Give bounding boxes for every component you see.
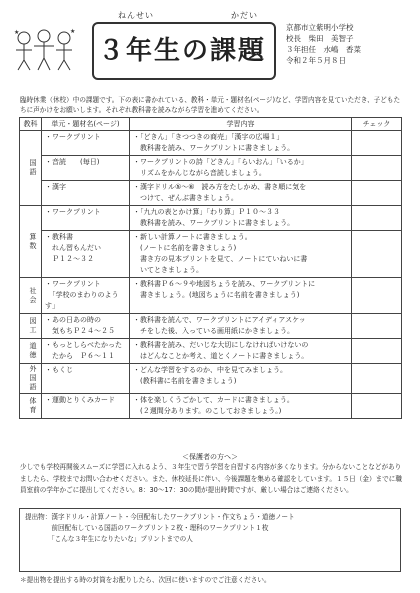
submission-line-1: 提出物：漢字ドリル・計算ノート・今回配布したワークプリント・作文ちょう・道徳ノート xyxy=(25,513,295,521)
subject-cell: 道徳 xyxy=(20,339,42,364)
unit-cell: ・漢字 xyxy=(42,181,130,206)
header-content: 学習内容 xyxy=(130,118,352,131)
table-row xyxy=(20,206,402,231)
school-name: 京都市立紫明小学校 xyxy=(286,23,354,32)
header-subject: 教科 xyxy=(20,118,42,131)
unit-cell: ・教科書 れん習もんだい Ｐ１２〜３２ xyxy=(42,231,130,278)
subject-cell: 図工 xyxy=(20,314,42,339)
table-row xyxy=(20,339,402,364)
content-cell: ・「どきん」「きつつきの商売」「漢字の広場１」 教科書を読み、ワークプリントに書きましょう。 xyxy=(130,131,352,156)
intro-text: 臨時休業（休校）中の課題です。下の表に書かれている、教科・単元・題材名(ページ)など、学習内容を見ていただき、子どもたちに声かけをお願いします。それぞれ教科書を読みながら学習を進めてください。 xyxy=(20,96,401,114)
content-cell: ・漢字ドリル⑤〜⑥ 読み方をたしかめ、書き順に気を つけて、ぜんぶ書きましょう。 xyxy=(130,181,352,206)
table-row xyxy=(20,131,402,156)
school-info xyxy=(286,22,361,66)
header-unit: 単元・題材名(ページ) xyxy=(42,118,130,131)
unit-cell: ・ワークプリント xyxy=(42,206,130,231)
unit-cell: ・音読 (毎日) xyxy=(42,156,130,181)
content-cell: ・教科書を読んで、ワークプリントにアイディアスケッ チをした後、入っている画用紙にかきましょう。 xyxy=(130,314,352,339)
check-cell[interactable] xyxy=(352,131,402,156)
subject-cell: 算数 xyxy=(20,206,42,278)
subject-cell: 社会 xyxy=(20,278,42,314)
unit-cell: ・もくじ xyxy=(42,364,130,394)
unit-cell: ・もっとしらべたかった たから Ｐ６〜１１ xyxy=(42,339,130,364)
header-check: チェック xyxy=(352,118,402,131)
content-cell: ・「九九の表とかけ算」「わり算」Ｐ１０〜３３ 教科書を読み、ワークプリントに書きましょう。 xyxy=(130,206,352,231)
children-illustration xyxy=(12,26,78,74)
content-cell: ・新しい計算ノートに書きましょう。 (ノートに名前を書きましょう) 書き方の見本プリントを見て、ノートにていねいに書 いてときましょう。 xyxy=(130,231,352,278)
table-row xyxy=(20,394,402,419)
table-row xyxy=(20,278,402,314)
subject-cell: 外国語 xyxy=(20,364,42,394)
subject-cell: 国語 xyxy=(20,131,42,206)
guardian-text: 少しでも学校再開後スムーズに学習に入れるよう、３年生で習う学習を自習する内容が多くなります。分からないことなどがありましたら、学校までお問い合わせください。また、休校延長に伴い、今後課題を集める確認をしています。１５日（金）までに職員室前の学年かごに提出してください。8：30〜17：30の間が提出時間ですが、厳しい場合はご連絡ください。 xyxy=(20,463,402,494)
svg-text:★: ★ xyxy=(70,28,76,35)
table-row xyxy=(20,314,402,339)
submission-line-2: 前回配布している国語のワークプリント２枚・理科のワークプリント１枚 xyxy=(25,524,269,532)
check-cell[interactable] xyxy=(352,231,402,278)
content-cell: ・ワークプリントの詩「どきん」「らいおん」「いるか」 リズムをかんじながら音読しましょう。 xyxy=(130,156,352,181)
content-cell: ・教科書を読み、だいじな大切にしなければいけないの はどんなことか考え、道とくノートに書きましょう。 xyxy=(130,339,352,364)
content-cell: ・体を楽しくうごかして、カードに書きましょう。 (２週間分あります。のこしておきましょう。) xyxy=(130,394,352,419)
title-ruby: ねんせい かだい xyxy=(118,11,258,20)
check-cell[interactable] xyxy=(352,181,402,206)
check-cell[interactable] xyxy=(352,394,402,419)
table-row xyxy=(20,364,402,394)
guardian-heading: ＜保護者の方へ＞ xyxy=(182,453,238,461)
table-row xyxy=(20,181,402,206)
check-cell[interactable] xyxy=(352,314,402,339)
check-cell[interactable] xyxy=(352,278,402,314)
assignment-table xyxy=(19,117,402,419)
subject-cell: 体育 xyxy=(20,394,42,419)
unit-cell: ・運動とりくみカード xyxy=(42,394,130,419)
check-cell[interactable] xyxy=(352,364,402,394)
issue-date: 令和２年５月８日 xyxy=(286,56,346,65)
submission-line-3: 「こんな３年生になりたいな」プリントまでの人 xyxy=(25,535,193,543)
unit-cell: ・あの日あの時の 気もちＰ２４〜２５ xyxy=(42,314,130,339)
table-row xyxy=(20,156,402,181)
table-row xyxy=(20,231,402,278)
page-title: ３年生の課題 xyxy=(97,36,266,66)
check-cell[interactable] xyxy=(352,206,402,231)
content-cell: ・どんな学習をするのか、中を見てみましょう。 (教科書に名前を書きましょう) xyxy=(130,364,352,394)
check-cell[interactable] xyxy=(352,339,402,364)
footer-note: ＊提出物を提出する時の封筒をお配りしたら、次回に使いますのでご注意ください。 xyxy=(20,576,271,584)
submission-box xyxy=(19,508,401,572)
unit-cell: ・ワークプリント 「学校のまわりのようす」 xyxy=(42,278,130,314)
unit-cell: ・ワークプリント xyxy=(42,131,130,156)
svg-text:★: ★ xyxy=(14,29,20,36)
table-header-row xyxy=(20,118,402,131)
check-cell[interactable] xyxy=(352,156,402,181)
principal-name: 校長 柴田 美智子 xyxy=(286,34,354,43)
teacher-name: ３年担任 水嶋 香菜 xyxy=(286,45,361,54)
content-cell: ・教科書Ｐ６〜９や地図ちょうを読み、ワークプリントに 書きましょう。(地図ちょうに名前を書きましょう) xyxy=(130,278,352,314)
